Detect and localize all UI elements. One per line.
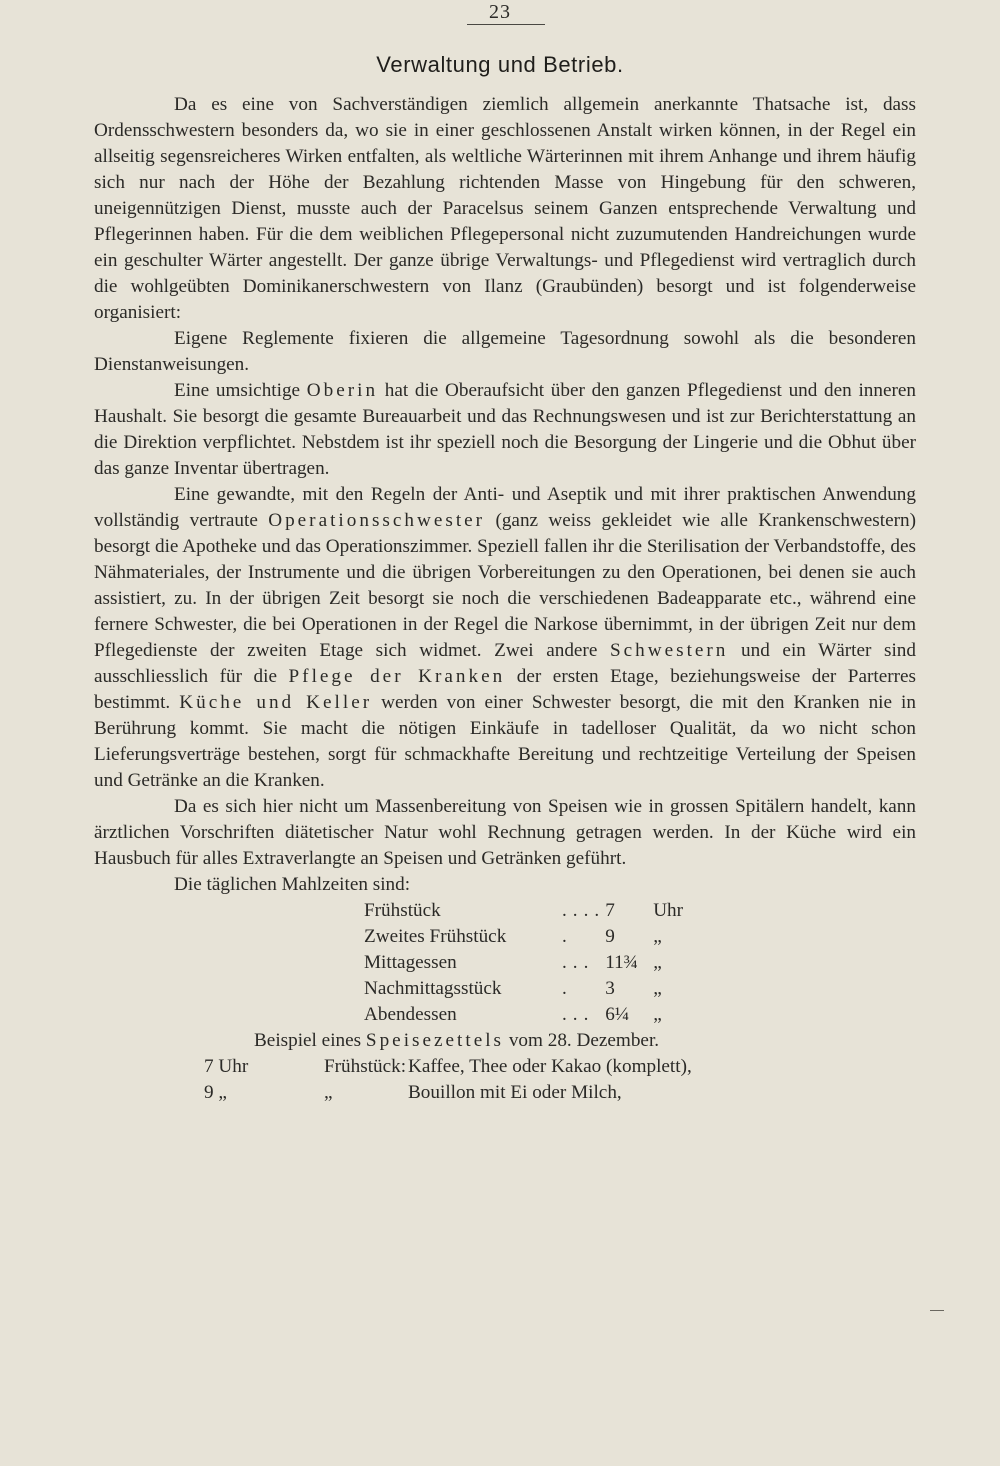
paragraph-3 xyxy=(94,378,916,482)
menu-time: 7 Uhr xyxy=(204,1056,249,1077)
meal-unit: „ xyxy=(653,926,662,947)
paragraph-4-text-d: der ersten Etage, beziehungsweise der Parterres bestimmt. xyxy=(94,666,916,713)
meal-row xyxy=(364,976,683,1002)
paragraph-4 xyxy=(94,482,916,794)
margin-mark xyxy=(930,1310,944,1311)
meals-intro: Die täglichen Mahlzeiten sind: xyxy=(174,874,411,895)
paragraph-3-spaced-oberin: Oberin xyxy=(306,380,379,401)
meal-time: 11¾ xyxy=(605,952,639,973)
meal-row xyxy=(364,924,683,950)
meal-dots: .... xyxy=(562,900,606,921)
meal-time: 6¼ xyxy=(605,1004,630,1025)
meal-dots: ... xyxy=(562,952,595,973)
meal-unit: „ xyxy=(653,978,662,999)
menu-text: Bouillon mit Ei oder Milch, xyxy=(408,1082,622,1103)
paragraph-4-text-e: werden von einer Schwester besorgt, die mit den Kranken nie in Berührung kommt. Sie macht die nötigen Einkäufe in tadelloser Qualität, da wo nicht schon Lieferungsverträge bestehen, sorgt für schmackhafte Bereitung und rechtzeitige Verteilung der Speisen und Getränke an die Kranken. xyxy=(94,692,916,791)
meal-row xyxy=(364,898,683,924)
meal-dots: . xyxy=(562,978,573,999)
paragraph-4-text-c: und ein Wärter sind ausschliesslich für die xyxy=(94,640,916,687)
paragraph-3-text-a: Eine umsichtige xyxy=(174,380,307,401)
menu-label: Frühstück: xyxy=(324,1056,407,1077)
meal-time: 3 xyxy=(605,978,615,999)
meal-dots: ... xyxy=(562,1004,595,1025)
menu-title-spaced: Speisezettels xyxy=(365,1030,505,1051)
meal-time: 9 xyxy=(605,926,615,947)
paragraph-4-spaced-operationsschwester: Operationsschwester xyxy=(268,510,486,531)
meal-name: Nachmittagsstück xyxy=(364,978,502,999)
paragraph-5: Da es sich hier nicht um Massenbereitung von Speisen wie in grossen Spitälern handelt, kann ärztlichen Vorschriften diätetischer Natur wohl Rechnung getragen werden. In der Küche wird ein Hausbuch für alles Extraverlangte an Speisen und Getränken geführt. xyxy=(94,796,916,869)
paragraph-4-text-b: (ganz weiss gekleidet wie alle Krankenschwestern) besorgt die Apotheke und das Operationszimmer. Speziell fallen ihr die Sterilisation der Verbandstoffe, des Nähmateriales, der Instrumente und die übrigen Vorbereitungen zu den Operationen, bei denen sie auch assistiert, zu. In der übrigen Zeit besorgt sie noch die verschiedenen Badeapparate etc., während eine fernere Schwester, die bei Operationen in der Regel die Narkose übernimmt, in der übrigen Zeit nur dem Pflegedienste der zweiten Etage sich widmet. Zwei andere xyxy=(94,510,916,661)
meal-dots: . xyxy=(562,926,573,947)
paragraph-4-text-a: Eine gewandte, mit den Regeln der Anti- und Aseptik und mit ihrer praktischen Anwendung vollständig vertraute xyxy=(94,484,916,531)
meal-name: Zweites Frühstück xyxy=(364,926,507,947)
paragraph-4-spaced-schwestern: Schwestern xyxy=(609,640,729,661)
page-number-rule xyxy=(467,24,545,25)
menu-row xyxy=(94,1054,916,1080)
menu-text: Kaffee, Thee oder Kakao (komplett), xyxy=(408,1056,692,1077)
menu-label: „ xyxy=(324,1082,333,1103)
body-text xyxy=(94,92,916,1106)
paragraph-1: Da es eine von Sachverständigen ziemlich allgemein anerkannte Thatsache ist, dass Ordensschwestern besonders da, wo sie in einer geschlossenen Anstalt wirken können, in der Regel ein allseitig segensreicheres Wirken entfalten, als weltliche Wärterinnen mit ihrem Anhange und ihrem häufig sich nur nach der Höhe der Bezahlung richtenden Masse von Hingebung für den schweren, uneigennützigen Dienst, musste auch der Paracelsus seinem Ganzen entsprechende Verwaltung und Pflegerinnen haben. Für die dem weiblichen Pflegepersonal nicht zuzumutenden Handreichungen wurde ein geschulter Wärter angestellt. Der ganze übrige Verwaltungs- und Pflegedienst wird vertraglich durch die wohlgeübten Dominikanerschwestern von Ilanz (Graubünden) besorgt und ist folgenderweise organisiert: xyxy=(94,94,916,323)
menu-time: 9 „ xyxy=(204,1082,227,1103)
meal-unit: „ xyxy=(653,952,662,973)
paragraph-3-text-b: hat die Oberaufsicht über den ganzen Pflegedienst und den inneren Haushalt. Sie besorgt die gesamte Bureauarbeit und das Rechnungswesen und ist zur Berichterstattung an die Direktion verpflichtet. Nebstdem ist ihr speziell noch die Besorgung der Lingerie und die Obhut über das ganze Inventar übertragen. xyxy=(94,380,916,479)
meal-name: Abendessen xyxy=(364,1004,457,1025)
section-heading: Verwaltung und Betrieb. xyxy=(376,52,624,77)
meal-unit: Uhr xyxy=(653,900,684,921)
page-number: 23 xyxy=(489,1,511,23)
menu-title-text-a: Beispiel eines xyxy=(254,1030,366,1051)
meal-unit: „ xyxy=(653,1004,662,1025)
paragraph-4-spaced-kueche: Küche und Keller xyxy=(179,692,373,713)
meal-name: Frühstück xyxy=(364,900,441,921)
paragraph-4-spaced-pflege: Pflege der Kranken xyxy=(288,666,506,687)
menu-row xyxy=(94,1080,916,1106)
meal-row xyxy=(364,950,683,976)
meal-time: 7 xyxy=(605,900,615,921)
meal-name: Mittagessen xyxy=(364,952,457,973)
meal-row xyxy=(364,1002,683,1028)
menu-example-title xyxy=(94,1028,916,1054)
paragraph-2: Eigene Reglemente fixieren die allgemeine Tagesordnung sowohl als die besonderen Dienstanweisungen. xyxy=(94,328,916,375)
meal-schedule-table xyxy=(364,898,683,1028)
menu-title-text-b: vom 28. Dezember. xyxy=(504,1030,660,1051)
